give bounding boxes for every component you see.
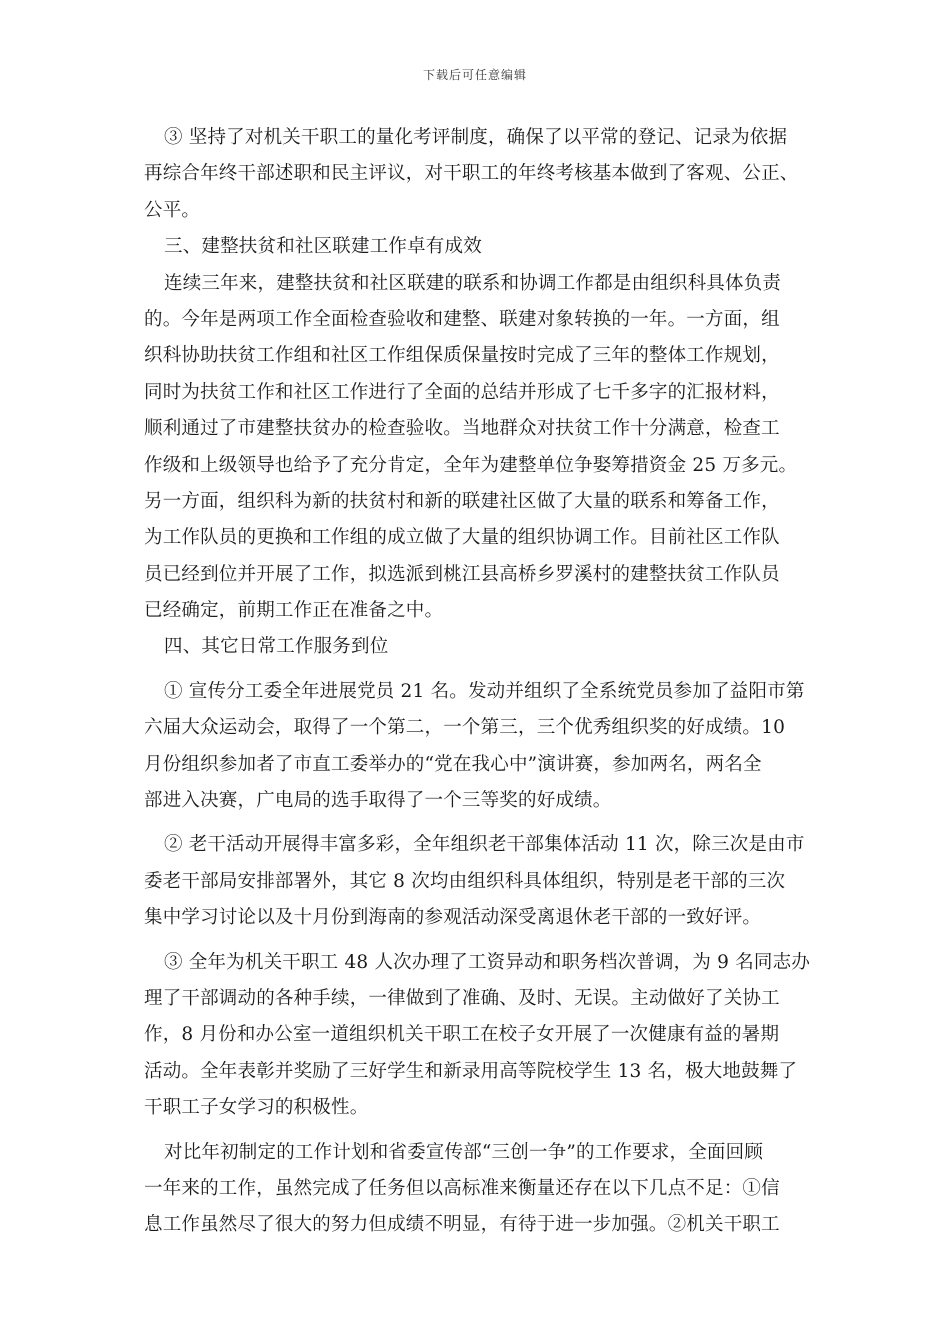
text-line: 干职工子女学习的积极性。 [144, 1097, 369, 1119]
paragraph [144, 945, 812, 1127]
text-line: 另一方面，组织科为新的扶贫村和新的联建社区做了大量的联系和筹备工作， [144, 490, 780, 512]
text-line: 的。今年是两项工作全面检查验收和建整、联建对象转换的一年。一方面，组 [144, 308, 780, 330]
paragraph [144, 674, 812, 820]
paragraph-spacing [144, 666, 812, 674]
text-line: ② 老干活动开展得丰富多彩，全年组织老干部集体活动 11 次，除三次是由市 [164, 834, 805, 856]
paragraph [144, 629, 812, 665]
text-line: 部进入决赛，广电局的选手取得了一个三等奖的好成绩。 [144, 790, 612, 812]
text-line: 一年来的工作，虽然完成了任务但以高标准来衡量还存在以下几点不足：①信 [144, 1177, 780, 1199]
text-line: 公平。 [144, 199, 201, 221]
page-header-note: 下载后可任意编辑 [422, 68, 527, 82]
paragraph-spacing [144, 819, 812, 827]
paragraph-spacing [144, 937, 812, 945]
text-line: 四、其它日常工作服务到位 [164, 636, 389, 658]
text-line: 活动。全年表彰并奖励了三好学生和新录用高等院校学生 13 名，极大地鼓舞了 [144, 1060, 798, 1082]
text-line: 作，8 月份和办公室一道组织机关干职工在校子女开展了一次健康有益的暑期 [144, 1024, 780, 1046]
text-line: 息工作虽然尽了很大的努力但成绩不明显，有待于进一步加强。②机关干职工 [144, 1214, 780, 1236]
text-line: 六届大众运动会，取得了一个第二，一个第三，三个优秀组织奖的好成绩。10 [144, 717, 786, 739]
text-line: 顺利通过了市建整扶贫办的检查验收。当地群众对扶贫工作十分满意，检查工 [144, 418, 780, 440]
text-line: 作级和上级领导也给予了充分肯定，全年为建整单位争娶筹措资金 25 万多元。 [144, 454, 798, 476]
text-line: 月份组织参加者了市直工委举办的“党在我心中”演讲赛，参加两名，两名全 [144, 753, 762, 775]
text-line: 理了干部调动的各种手续，一律做到了准确、及时、无误。主动做好了关协工 [144, 987, 780, 1009]
paragraph-spacing [144, 1127, 812, 1135]
document-body [144, 120, 812, 1244]
text-line: 三、建整扶贫和社区联建工作卓有成效 [164, 236, 482, 258]
text-line: 为工作队员的更换和工作组的成立做了大量的组织协调工作。目前社区工作队 [144, 527, 780, 549]
text-line: 连续三年来，建整扶贫和社区联建的联系和协调工作都是由组织科具体负责 [164, 272, 782, 294]
paragraph [144, 1135, 812, 1244]
text-line: ③ 全年为机关干职工 48 人次办理了工资异动和职务档次普调，为 9 名同志办 [164, 951, 811, 973]
paragraph [144, 266, 812, 630]
text-line: ① 宣传分工委全年进展党员 21 名。发动并组织了全系统党员参加了益阳市第 [164, 680, 805, 702]
text-line: 已经确定，前期工作正在准备之中。 [144, 600, 444, 622]
text-line: 织科协助扶贫工作组和社区工作组保质保量按时完成了三年的整体工作规划， [144, 345, 780, 367]
text-line: 再综合年终干部述职和民主评议，对干职工的年终考核基本做到了客观、公正、 [144, 163, 799, 185]
text-line: 委老干部局安排部署外，其它 8 次均由组织科具体组织，特别是老干部的三次 [144, 870, 786, 892]
paragraph [144, 827, 812, 936]
paragraph [144, 229, 812, 265]
text-line: 对比年初制定的工作计划和省委宣传部“三创一争”的工作要求，全面回顾 [164, 1141, 764, 1163]
text-line: ③ 坚持了对机关干职工的量化考评制度，确保了以平常的登记、记录为依据 [164, 127, 788, 148]
text-line: 员已经到位并开展了工作，拟选派到桃江县高桥乡罗溪村的建整扶贫工作队员 [144, 563, 780, 585]
text-line: 同时为扶贫工作和社区工作进行了全面的总结并形成了七千多字的汇报材料， [144, 381, 780, 403]
text-line: 集中学习讨论以及十月份到海南的参观活动深受离退休老干部的一致好评。 [144, 907, 762, 929]
paragraph [144, 120, 812, 229]
